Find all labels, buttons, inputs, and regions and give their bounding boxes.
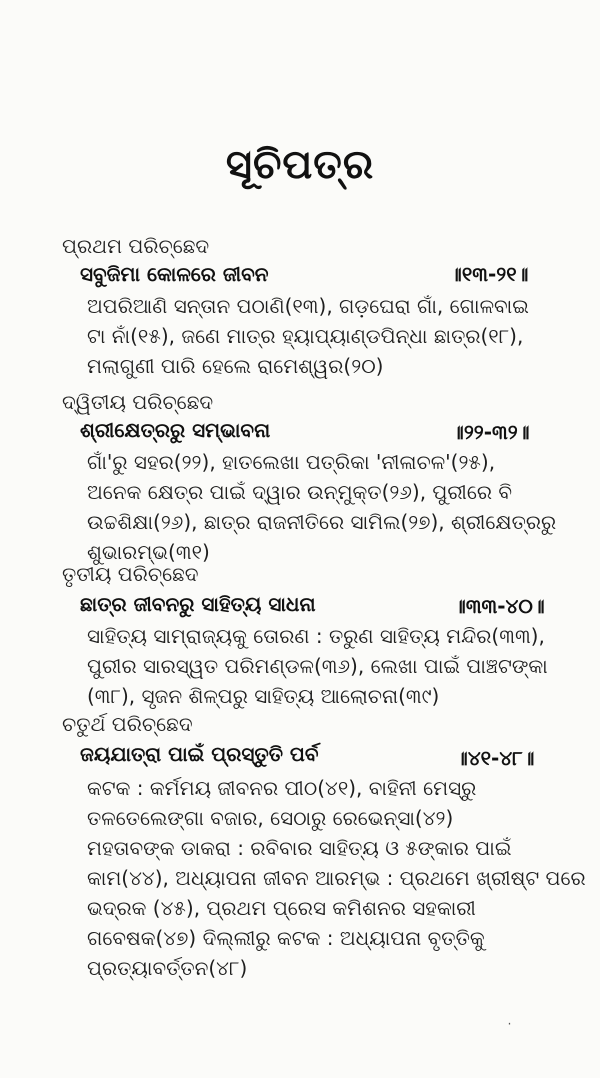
chapter-page-range: ॥୧୩-୨୧॥ [450, 262, 529, 286]
chapter-body-line: ଅପରିଆଣି ସନ୍ତାନ ପଠାଣି(୧୩), ଗଡ଼ଘେରା ଗାଁ, ଗୋଳବାଇ [87, 294, 529, 318]
page-title: ସୂଚିପତ୍ର [225, 142, 375, 188]
chapter-page-range: ॥୩୩-୪୦॥ [454, 594, 545, 618]
chapter-body-line: ଉଚ୍ଚଶିକ୍ଷା(୨୬), ଛାତ୍ର ରାଜନୀତିରେ ସାମିଲ(୨୭), ଶ୍ରୀକ୍ଷେତ୍ରରୁ [87, 510, 557, 534]
chapter-body-line: (୩୮), ସୃଜନ ଶିଳ୍ପରୁ ସାହିତ୍ୟ ଆଲୋଚନା(୩୯) [87, 684, 440, 708]
chapter-body-line: ମଲାଗୁଣୀ ପାରି ହେଲେ ରାମେଶ୍ୱର(୨୦) [87, 354, 384, 378]
chapter-label: ପ୍ରଥମ ପରିଚ୍ଛେଦ [62, 234, 210, 258]
chapter-heading: ଶ୍ରୀକ୍ଷେତ୍ରରୁ ସମ୍ଭାବନା [80, 418, 271, 442]
chapter-body-line: ଗବେଷକ(୪୭) ଦିଲ୍ଲୀରୁ କଟକ : ଅଧ୍ୟାପନା ବୃତ୍ତିକୁ [87, 926, 485, 950]
chapter-body-line: ମହତାବଙ୍କ ଡାକରା : ରବିବାର ସାହିତ୍ୟ ଓ ୫ଙ୍କାର ପାଇଁ [87, 836, 512, 860]
chapter-body-line: କଟକ : କର୍ମମୟ ଜୀବନର ପୀଠ(୪୧), ବାହିନୀ ମେସ୍‌ରୁ [87, 776, 477, 800]
chapter-body-line: କାମ(୪୪), ଅଧ୍ୟାପନା ଜୀବନ ଆରମ୍ଭ : ପ୍ରଥମେ ଖ୍ରୀଷ୍ଟ ପରେ [87, 866, 586, 890]
chapter-page-range: ॥୪୧-୪୮॥ [456, 746, 535, 770]
chapter-body-line: ସାହିତ୍ୟ ସାମ୍ରାଜ୍ୟକୁ ତୋରଣ : ତରୁଣ ସାହିତ୍ୟ ମନ୍ଦିର(୩୩), [87, 624, 545, 648]
chapter-body-line: ଶୁଭାରମ୍ଭ(୩୧) [87, 540, 210, 564]
chapter-body-line: ଗାଁ'ରୁ ସହର(୨୨), ହାତଲେଖା ପତ୍ରିକା 'ନୀଳାଚଳ'(୨୫), [87, 450, 496, 474]
chapter-heading: ଛାତ୍ର ଜୀବନରୁ ସାହିତ୍ୟ ସାଧନା [80, 592, 316, 616]
chapter-body-line: ପୁରୀର ସାରସ୍ୱତ ପରିମଣ୍ଡଳ(୩୬), ଲେଖା ପାଇଁ ପାଞ୍ଚଟଙ୍କା [87, 654, 548, 678]
chapter-body-line: ତଳତେଲେଙ୍ଗା ବଜାର, ସେଠାରୁ ରେଭେନ୍ସା(୪୨) [87, 806, 454, 830]
chapter-heading: ଜୟଯାତ୍ରା ପାଇଁ ପ୍ରସ୍ତୁତି ପର୍ବ [80, 742, 319, 766]
chapter-page-range: ॥୨୨-୩୨॥ [452, 420, 530, 444]
chapter-heading: ସବୁଜିମା କୋଳରେ ଜୀବନ [80, 262, 269, 286]
chapter-body-line: ଟା ନାଁ(୧୫), ଜଣେ ମାତ୍ର ହ୍ୟାପ୍ୟାଣ୍ଡପିନ୍ଧା ଛାତ୍ର(୧୮), [87, 324, 524, 348]
chapter-label: ଦ୍ୱିତୀୟ ପରିଚ୍ଛେଦ [62, 390, 214, 414]
chapter-label: ତୃତୀୟ ପରିଚ୍ଛେଦ [62, 562, 199, 586]
chapter-label: ଚତୁର୍ଥ ପରିଚ୍ଛେଦ [62, 712, 193, 736]
chapter-body-line: ପ୍ରତ୍ୟାବର୍ତ୍ତନ(୪୮) [87, 956, 248, 980]
chapter-body-line: ଭଦ୍ରକ (୪୫), ପ୍ରଥମ ପ୍ରେସ କମିଶନର ସହକାରୀ [87, 896, 476, 920]
chapter-body-line: ଅନେକ କ୍ଷେତ୍ର ପାଇଁ ଦ୍ୱାର ଉନ୍ମୁକ୍ତ(୨୬), ପୁରୀରେ ବି [87, 480, 513, 504]
